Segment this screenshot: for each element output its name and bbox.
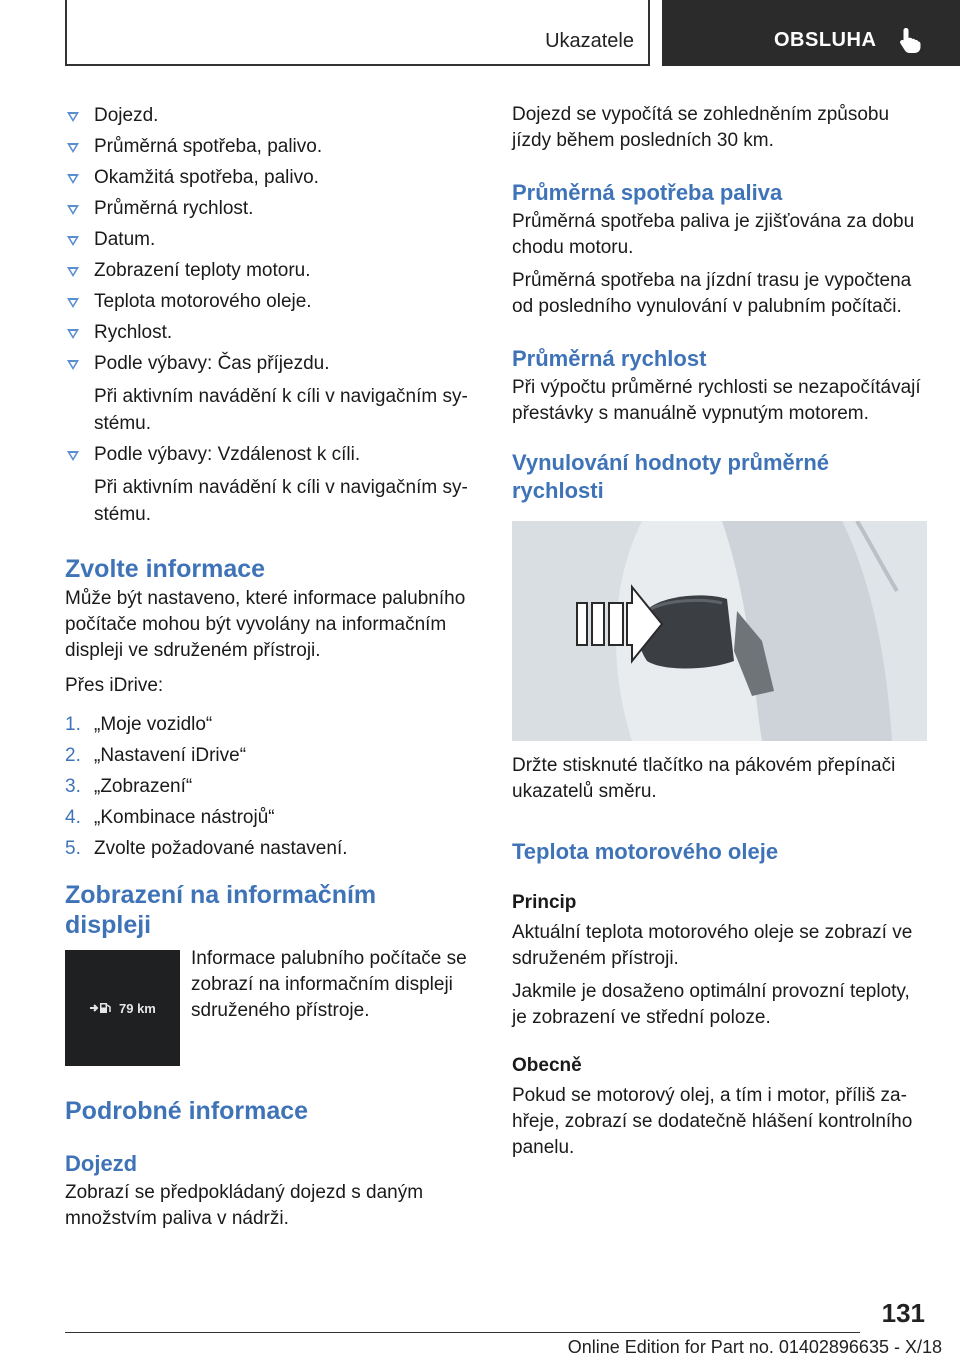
display-text: Informace palubního počítače se zobrazí na informačním displeji sdruženého přístroje. (191, 948, 467, 1021)
triangle-bullet-icon (67, 267, 79, 277)
fuel-range-icon (90, 1002, 114, 1014)
step-item: 4. „Kombinace nástrojů“ (65, 807, 275, 828)
list-item-note: Při aktivním navádění k cíli v navigačním systému. (94, 386, 468, 434)
triangle-bullet-icon (67, 143, 79, 153)
header-frame (65, 0, 650, 66)
principle-text-2: Jakmile je dosaženo optimální provozní teploty, je zobrazení ve střední poloze. (512, 981, 910, 1028)
range-readout: 79 km (119, 1001, 156, 1016)
display-heading: Zobrazení na informačním displeji (65, 881, 377, 939)
avg-consumption-heading: Průměrná spotřeba paliva (512, 180, 783, 205)
range-continued-text: Dojezd se vypočítá se zohledněním způsobu jízdy během posledních 30 km. (512, 104, 890, 151)
select-info-text: Může být nastaveno, které informace palubního počítače mohou být vyvolány na informačním displeji ve sdruženém přístroji. (65, 588, 466, 661)
step-item: 3. „Zobrazení“ (65, 776, 193, 797)
list-item: Zobrazení teploty motoru. (65, 257, 480, 284)
triangle-bullet-icon (67, 360, 79, 370)
triangle-bullet-icon (67, 329, 79, 339)
right-column (512, 102, 927, 1161)
triangle-bullet-icon (67, 451, 79, 461)
principle-text-1: Aktuální teplota motorového oleje se zobrazí ve sdruženém přístroji. (512, 922, 913, 969)
list-item: Podle výbavy: Čas příjezdu. Při aktivním navádění k cíli v navigačním systému. (65, 350, 480, 437)
display-figure (65, 950, 480, 1066)
info-display-image (65, 950, 180, 1066)
avg-speed-heading: Průměrná rychlost (512, 346, 707, 371)
select-info-heading: Zvolte informace (65, 555, 266, 583)
pointing-hand-icon (898, 26, 924, 54)
general-heading: Obecně (512, 1055, 582, 1076)
list-item: Okamžitá spotřeba, palivo. (65, 164, 480, 191)
avg-consumption-text-2: Průměrná spotřeba na jízdní trasu je vypočtena od posledního vynulování v palubním počítači. (512, 270, 912, 317)
avg-speed-text: Při výpočtu průměrné rychlosti se nezapočítávají přestávky s manuálně vypnutým motorem. (512, 377, 921, 424)
general-text: Pokud se motorový olej, a tím i motor, příliš zahřeje, zobrazí se dodatečně hlášení kontrolního panelu. (512, 1085, 913, 1158)
list-item: Průměrná rychlost. (65, 195, 480, 222)
triangle-bullet-icon (67, 174, 79, 184)
step-item: 5. Zvolte požadované nastavení. (65, 838, 348, 859)
reset-text: Držte stisknuté tlačítko na pákovém přepínači ukazatelů směru. (512, 755, 896, 802)
list-item: Teplota motorového oleje. (65, 288, 480, 315)
avg-consumption-text-1: Průměrná spotřeba paliva je zjišťována za dobu chodu motoru. (512, 211, 915, 258)
triangle-bullet-icon (67, 112, 79, 122)
chapter-tab (662, 0, 960, 66)
reset-heading: Vynulování hodnoty průměrné rychlosti (512, 450, 829, 503)
list-item: Datum. (65, 226, 480, 253)
left-column (65, 102, 480, 1232)
step-item: 1. „Moje vozidlo“ (65, 714, 213, 735)
triangle-bullet-icon (67, 205, 79, 215)
list-item: Podle výbavy: Vzdálenost k cíli. Při aktivním navádění k cíli v navigačním systému. (65, 441, 480, 528)
lever-illustration (512, 521, 927, 741)
range-heading: Dojezd (65, 1151, 138, 1176)
turn-signal-lever-image (512, 521, 927, 741)
list-item: Průměrná spotřeba, palivo. (65, 133, 480, 160)
footer-divider (65, 1332, 860, 1333)
principle-heading: Princip (512, 892, 577, 913)
triangle-bullet-icon (67, 298, 79, 308)
page-number: 131 (881, 1298, 925, 1328)
idrive-intro: Přes iDrive: (65, 675, 164, 696)
steps-list (65, 712, 480, 862)
info-bullet-list (65, 102, 480, 528)
detail-heading: Podrobné informace (65, 1097, 309, 1125)
list-item: Dojezd. (65, 102, 480, 129)
triangle-bullet-icon (67, 236, 79, 246)
chapter-title: OBSLUHA (774, 29, 877, 51)
edition-note: Online Edition for Part no. 01402896635 - X/18 (567, 1337, 942, 1357)
list-item-note: Při aktivním navádění k cíli v navigačním systému. (94, 477, 468, 525)
range-text: Zobrazí se předpokládaný dojezd s daným množstvím paliva v nádrži. (65, 1182, 424, 1229)
list-item: Rychlost. (65, 319, 480, 346)
section-title: Ukazatele (545, 30, 634, 52)
step-item: 2. „Nastavení iDrive“ (65, 745, 247, 766)
oil-temp-heading: Teplota motorového oleje (512, 839, 779, 864)
